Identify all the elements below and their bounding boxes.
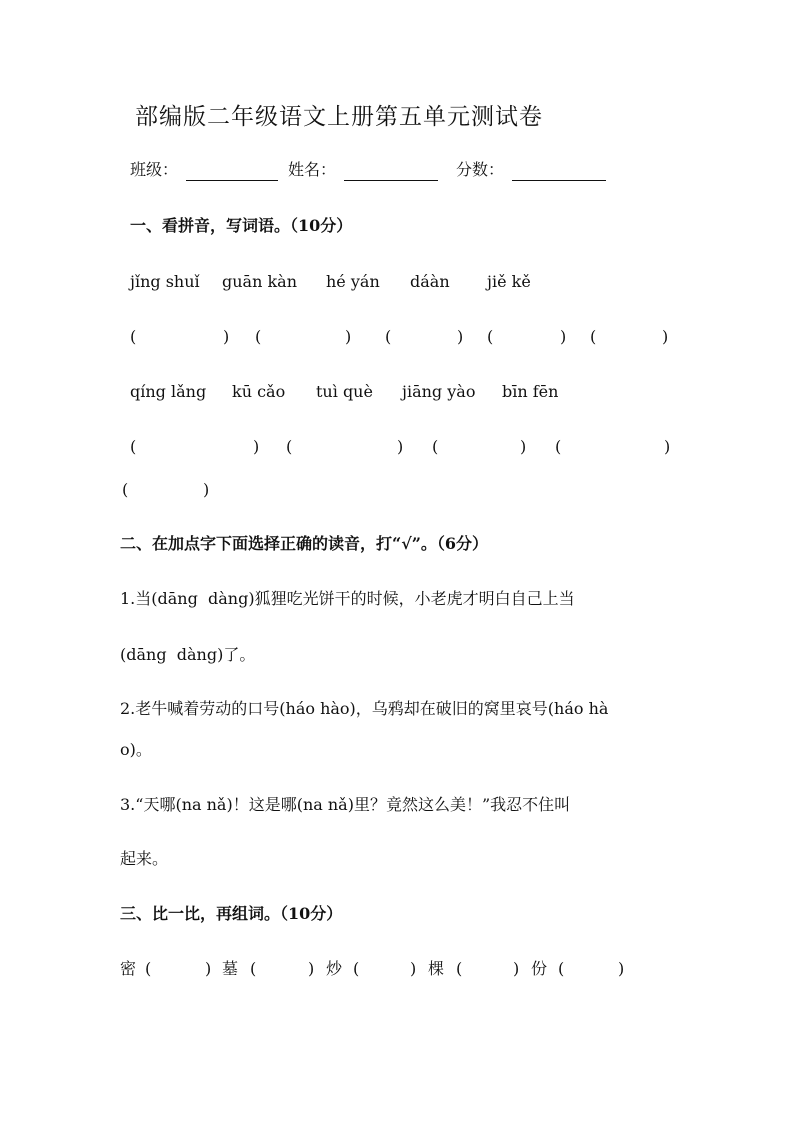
answer-paren-close: ) <box>345 327 352 346</box>
pinyin-2: guān kàn <box>222 272 298 291</box>
question-2-line1: 2.老牛喊着劳动的口号(háo hào)，乌鸦却在破旧的窝里哀号(háo hà <box>120 699 609 718</box>
compare-char-5: 份 <box>531 959 548 978</box>
answer-paren-open: ( <box>385 327 392 346</box>
pinyin-6: qíng lǎng <box>130 382 207 401</box>
answer-paren-close: ) <box>308 959 315 978</box>
question-1-line1: 1.当(dāng dàng)狐狸吃光饼干的时候，小老虎才明白自己上当 <box>120 589 575 608</box>
answer-paren-close: ) <box>520 437 527 456</box>
answer-paren-open: ( <box>456 959 463 978</box>
pinyin-4: dáàn <box>410 272 450 291</box>
compare-char-4: 棵 <box>428 959 445 978</box>
score-blank <box>512 164 606 181</box>
answer-paren-close: ) <box>664 437 671 456</box>
pinyin-1: jǐng shuǐ <box>130 272 200 291</box>
answer-paren-close: ) <box>410 959 417 978</box>
question-2-line2: o)。 <box>120 740 152 759</box>
answer-paren-close: ) <box>560 327 567 346</box>
answer-paren-open: ( <box>122 480 129 499</box>
answer-paren-open: ( <box>487 327 494 346</box>
class-blank <box>186 164 278 181</box>
answer-paren-open: ( <box>555 437 562 456</box>
compare-char-3: 炒 <box>326 959 343 978</box>
answer-paren-open: ( <box>255 327 262 346</box>
pinyin-7: kū cǎo <box>232 382 286 401</box>
answer-paren-close: ) <box>205 959 212 978</box>
answer-paren-open: ( <box>130 327 137 346</box>
pinyin-9: jiāng yào <box>402 382 476 401</box>
answer-paren-close: ) <box>223 327 230 346</box>
pinyin-5: jiě kě <box>487 272 531 291</box>
compare-char-2: 墓 <box>222 959 239 978</box>
answer-paren-close: ) <box>618 959 625 978</box>
section3-heading: 三、比一比，再组词。（10分） <box>120 904 343 923</box>
answer-paren-open: ( <box>590 327 597 346</box>
pinyin-8: tuì què <box>316 382 373 401</box>
answer-paren-close: ) <box>513 959 520 978</box>
name-label: 姓名： <box>288 160 337 179</box>
answer-paren-open: ( <box>558 959 565 978</box>
name-blank <box>344 164 438 181</box>
pinyin-10: bīn fēn <box>502 382 559 401</box>
answer-paren-open: ( <box>130 437 137 456</box>
compare-char-1: 密 <box>120 959 137 978</box>
answer-paren-open: ( <box>250 959 257 978</box>
page-title: 部编版二年级语文上册第五单元测试卷 <box>135 104 543 130</box>
answer-paren-open: ( <box>145 959 152 978</box>
answer-paren-open: ( <box>432 437 439 456</box>
answer-paren-open: ( <box>353 959 360 978</box>
question-1-line2: (dāng dàng)了。 <box>120 645 256 664</box>
answer-paren-close: ) <box>203 480 210 499</box>
class-label: 班级： <box>130 160 179 179</box>
section2-heading: 二、在加点字下面选择正确的读音，打“√”。（6分） <box>120 534 489 553</box>
question-3-line2: 起来。 <box>120 849 169 868</box>
answer-paren-close: ) <box>662 327 669 346</box>
score-label: 分数： <box>456 160 505 179</box>
question-3-line1: 3.“天哪(na nǎ)！这是哪(na nǎ)里？竟然这么美！”我忍不住叫 <box>120 795 571 814</box>
answer-paren-close: ) <box>397 437 404 456</box>
answer-paren-close: ) <box>253 437 260 456</box>
answer-paren-open: ( <box>286 437 293 456</box>
section1-heading: 一、看拼音，写词语。（10分） <box>130 216 353 235</box>
pinyin-3: hé yán <box>326 272 380 291</box>
answer-paren-close: ) <box>457 327 464 346</box>
